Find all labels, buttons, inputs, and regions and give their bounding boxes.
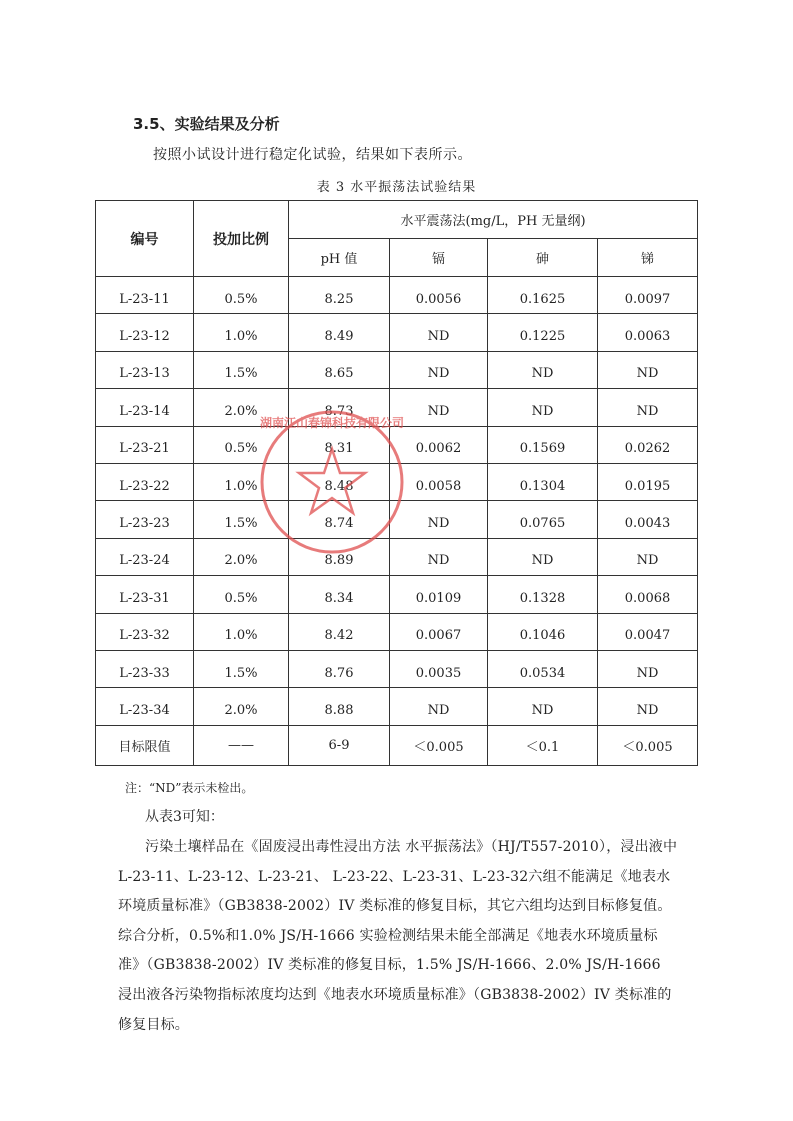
header-group: 水平震荡法(mg/L，PH 无量纲) [289,201,698,239]
table-cell: 0.0063 [598,314,698,351]
header-id: 编号 [96,201,194,277]
table-cell: 0.1625 [488,277,598,314]
table-cell: 8.25 [289,277,390,314]
table-note: 注：“ND”表示未检出。 [125,781,254,795]
header-ph: pH 值 [289,239,390,277]
table-row [96,277,698,314]
analysis-paragraph: 污染土壤样品在《固废浸出毒性浸出方法 水平振荡法》（HJ/T557-2010），浸出液中 L-23-11、L-23-12、L-23-21、 L-23-22、L-23-31、L-23-32六组不能满足《地表水环境质量标准》（GB3838-2002）IV 类标准的修复目标，其它六组均达到目标修复值。综合分析，0.5%和1.0% JS/H-1666 实验检测结果未能全部满足《地表水环境质量标准》（GB3838-2002）IV 类标准的修复目标，1.5% JS/H-1666、2.0% JS/H-1666 浸出液各污染物指标浓度均达到《地表水环境质量标准》（GB3838-2002）IV 类标准的修复目标。 [118,839,678,1033]
table-cell: ND [390,501,488,538]
table-cell: 2.0% [194,538,289,575]
table-cell: 8.42 [289,613,390,650]
table-cell: 8.34 [289,576,390,613]
table-cell: L-23-13 [96,351,194,388]
table-cell: ND [390,389,488,426]
table-cell: 8.31 [289,426,390,463]
table-cell: ND [390,688,488,725]
table-cell: ND [390,538,488,575]
table-cell: 1.0% [194,463,289,500]
table-cell: 1.5% [194,501,289,538]
table-cell: 0.0047 [598,613,698,650]
table-cell: L-23-12 [96,314,194,351]
table-row [96,688,698,725]
table-cell: 2.0% [194,389,289,426]
table-cell: L-23-23 [96,501,194,538]
table-cell: ND [390,351,488,388]
table-cell: 0.0062 [390,426,488,463]
table-cell: —— [194,725,289,765]
limit-row [96,725,698,765]
table-cell: ＜0.005 [390,725,488,765]
table-cell: ＜0.1 [488,725,598,765]
table-cell: ND [598,389,698,426]
table-cell: 0.0765 [488,501,598,538]
table-cell: 0.0035 [390,650,488,687]
table-cell: 8.74 [289,501,390,538]
section-heading: 3.5、实验结果及分析 [133,115,280,133]
table-row [96,613,698,650]
table-cell: L-23-33 [96,650,194,687]
table-cell: ND [488,389,598,426]
table-cell: 1.0% [194,613,289,650]
table-cell: 1.5% [194,650,289,687]
table-cell: 0.0058 [390,463,488,500]
table-cell: L-23-24 [96,538,194,575]
table-row [96,538,698,575]
header-ratio: 投加比例 [194,201,289,277]
table-cell: 0.0097 [598,277,698,314]
table-cell: 1.0% [194,314,289,351]
results-table [95,200,698,766]
table-cell: 8.76 [289,650,390,687]
table-cell: 8.65 [289,351,390,388]
table-cell: L-23-32 [96,613,194,650]
table-cell: ND [598,688,698,725]
table-cell: 0.0534 [488,650,598,687]
table-cell: ND [598,351,698,388]
header-cd: 镉 [390,239,488,277]
table-cell: ND [488,351,598,388]
table-row [96,501,698,538]
svg-text:湖南江山春锦科技有限公司: 湖南江山春锦科技有限公司 [259,416,405,430]
table-cell: L-23-14 [96,389,194,426]
table-cell: L-23-11 [96,277,194,314]
table-cell: 0.0067 [390,613,488,650]
table-cell: 6-9 [289,725,390,765]
table-cell: 0.5% [194,576,289,613]
table-cell: 0.0056 [390,277,488,314]
table-cell: 0.0109 [390,576,488,613]
header-sb: 锑 [598,239,698,277]
table-cell: ND [488,688,598,725]
table-cell: L-23-31 [96,576,194,613]
table-cell: 0.5% [194,426,289,463]
table-caption: 表 3 水平振荡法试验结果 [316,180,477,195]
table-cell: 0.1046 [488,613,598,650]
table-cell: 0.1328 [488,576,598,613]
table-cell: 0.0068 [598,576,698,613]
table-cell: 2.0% [194,688,289,725]
table-cell: 0.0195 [598,463,698,500]
table-cell: 0.0262 [598,426,698,463]
table-cell: ＜0.005 [598,725,698,765]
table-cell: ND [598,538,698,575]
table-cell: 8.49 [289,314,390,351]
table-cell: ND [488,538,598,575]
table-cell: 0.1569 [488,426,598,463]
table-cell: 8.88 [289,688,390,725]
table-cell: 0.0043 [598,501,698,538]
table-cell: ND [390,314,488,351]
table-cell: L-23-21 [96,426,194,463]
conclusion-lead: 从表3可知： [145,809,224,825]
table-cell: 8.48 [289,463,390,500]
table-cell: 目标限值 [96,725,194,765]
intro-text: 按照小试设计进行稳定化试验，结果如下表所示。 [153,147,472,163]
table-row [96,426,698,463]
table-cell: ND [598,650,698,687]
table-cell: 0.5% [194,277,289,314]
header-as: 砷 [488,239,598,277]
table-row [96,650,698,687]
table-cell: 8.89 [289,538,390,575]
table-cell: 1.5% [194,351,289,388]
table-row [96,389,698,426]
table-cell: 8.73 [289,389,390,426]
table-cell: L-23-34 [96,688,194,725]
table-cell: L-23-22 [96,463,194,500]
table-cell: 0.1304 [488,463,598,500]
table-cell: 0.1225 [488,314,598,351]
table-row [96,576,698,613]
table-row [96,463,698,500]
table-row [96,351,698,388]
table-row [96,314,698,351]
